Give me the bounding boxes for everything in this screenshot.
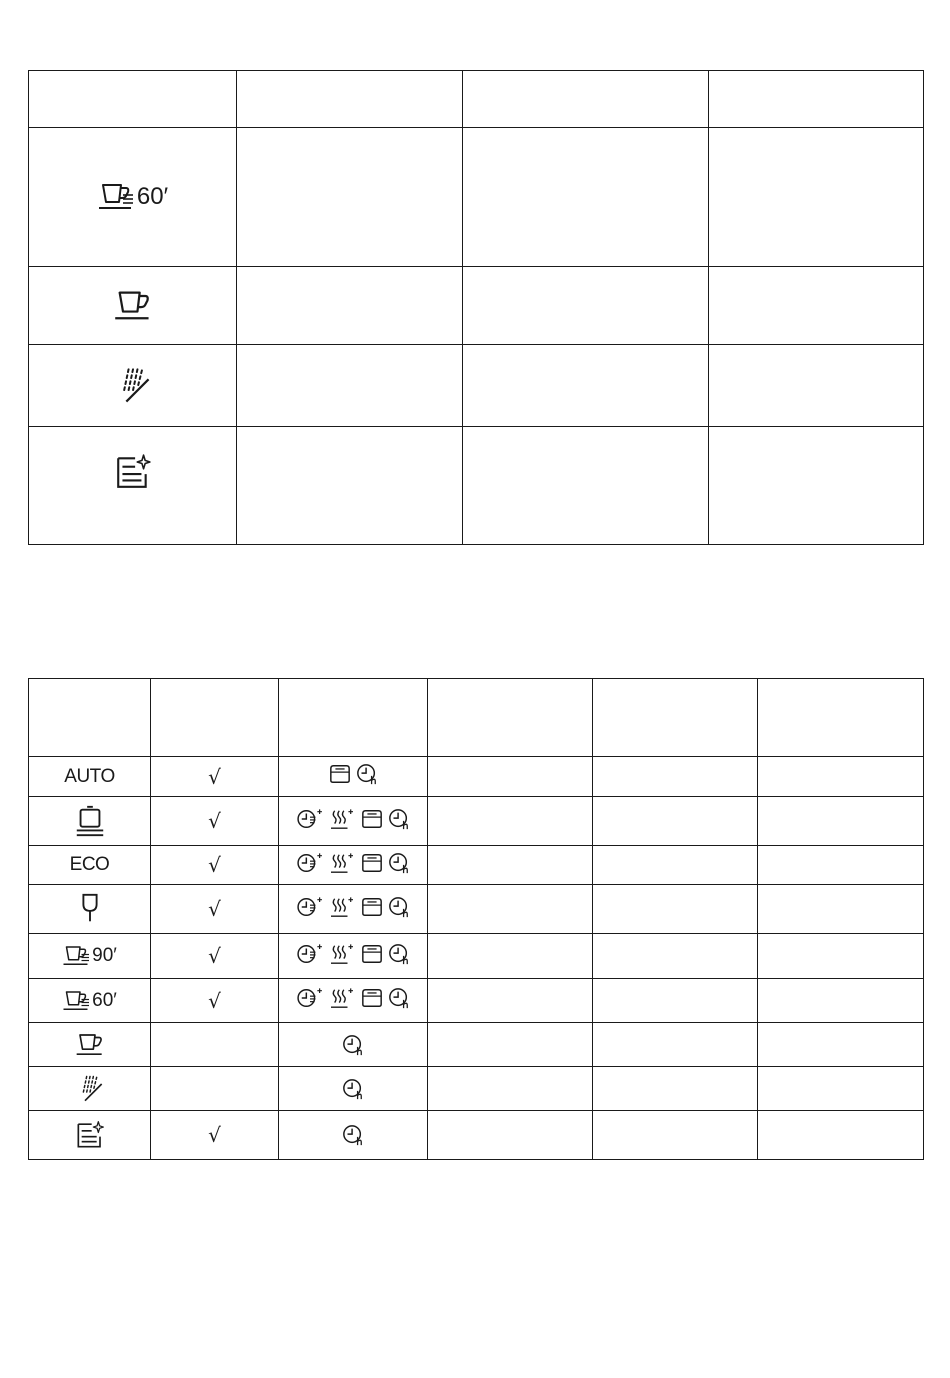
check-cell <box>151 979 279 1023</box>
program-cell <box>29 757 151 797</box>
table-cell <box>463 128 709 267</box>
table-row <box>29 1111 924 1160</box>
header-cell <box>237 71 463 128</box>
table-cell <box>237 427 463 545</box>
half-load-icon <box>328 763 352 785</box>
table-cell <box>758 885 924 934</box>
pot-icon <box>73 804 107 838</box>
delay-clock-icon <box>388 987 410 1009</box>
table-cell <box>463 267 709 345</box>
checkmark: √ <box>208 764 221 789</box>
extra-dry-icon <box>328 943 356 965</box>
delay-clock-icon <box>356 763 378 785</box>
check-cell <box>151 1067 279 1111</box>
table-cell <box>758 934 924 979</box>
rinse-spray-icon <box>113 366 153 406</box>
cup-icon <box>75 1032 105 1058</box>
table-cell <box>758 1111 924 1160</box>
program-duration-label: 60′ <box>92 989 117 1011</box>
table-row <box>29 757 924 797</box>
checkmark: √ <box>208 853 221 877</box>
table-cell <box>428 1067 593 1111</box>
header-cell <box>758 679 924 757</box>
table-row <box>29 797 924 846</box>
table-row <box>29 345 924 427</box>
program-cell <box>29 1067 151 1111</box>
quick-60-icon <box>97 183 169 210</box>
table-cell <box>428 1111 593 1160</box>
table-cell <box>709 427 924 545</box>
program-cell <box>29 267 237 345</box>
half-load-icon <box>360 896 384 918</box>
check-cell <box>151 797 279 846</box>
table-cell <box>237 128 463 267</box>
delay-clock-icon <box>388 896 410 918</box>
extra-time-icon <box>296 852 324 874</box>
checkmark: √ <box>208 897 221 921</box>
table-cell <box>428 885 593 934</box>
delay-clock-icon <box>388 852 410 874</box>
checkmark: √ <box>208 1123 221 1147</box>
table-cell <box>428 757 593 797</box>
table-cell <box>758 979 924 1023</box>
program-cell <box>29 885 151 934</box>
delay-clock-icon <box>342 1078 364 1100</box>
glass-icon <box>73 892 107 926</box>
options-cell <box>279 979 428 1023</box>
table-row <box>29 267 924 345</box>
table-cell <box>237 345 463 427</box>
checkmark: √ <box>208 988 221 1013</box>
program-cell <box>29 979 151 1023</box>
table-cell <box>709 267 924 345</box>
table-cell <box>709 128 924 267</box>
header-cell <box>29 679 151 757</box>
extra-dry-icon <box>328 808 356 830</box>
table-cell <box>463 345 709 427</box>
table-cell <box>428 846 593 885</box>
table-cell <box>709 345 924 427</box>
table-cell <box>428 979 593 1023</box>
check-cell <box>151 934 279 979</box>
machine-care-icon <box>75 1120 105 1150</box>
program-cell <box>29 1111 151 1160</box>
header-cell <box>279 679 428 757</box>
table-cell <box>758 846 924 885</box>
options-cell <box>279 797 428 846</box>
table-cell <box>593 757 758 797</box>
table-cell <box>593 1067 758 1111</box>
table-header-row <box>29 679 924 757</box>
check-cell <box>151 846 279 885</box>
table-row <box>29 885 924 934</box>
check-cell <box>151 885 279 934</box>
program-cell <box>29 1023 151 1067</box>
table-cell <box>593 797 758 846</box>
table-cell <box>758 797 924 846</box>
extra-time-icon <box>296 808 324 830</box>
options-cell <box>279 885 428 934</box>
table-cell <box>428 797 593 846</box>
options-cell <box>279 1067 428 1111</box>
program-cell <box>29 128 237 267</box>
header-cell <box>593 679 758 757</box>
table-cell <box>463 427 709 545</box>
header-cell <box>463 71 709 128</box>
table-row <box>29 128 924 267</box>
program-cell <box>29 934 151 979</box>
half-load-icon <box>360 943 384 965</box>
extra-dry-icon <box>328 896 356 918</box>
machine-care-icon <box>114 453 152 491</box>
cup-icon <box>113 289 153 323</box>
table-cell <box>593 846 758 885</box>
half-load-icon <box>360 852 384 874</box>
delay-clock-icon <box>388 808 410 830</box>
delay-clock-icon <box>342 1034 364 1056</box>
delay-clock-icon <box>388 943 410 965</box>
checkmark: √ <box>208 944 221 968</box>
table-cell <box>428 934 593 979</box>
rinse-spray-icon <box>75 1074 105 1104</box>
table-header-row <box>29 71 924 128</box>
check-cell <box>151 1111 279 1160</box>
half-load-icon <box>360 808 384 830</box>
table-cell <box>758 1023 924 1067</box>
table-row <box>29 934 924 979</box>
options-cell <box>279 757 428 797</box>
program-cell <box>29 846 151 885</box>
extra-time-icon <box>296 987 324 1009</box>
table-cell <box>593 1023 758 1067</box>
delay-clock-icon <box>342 1124 364 1146</box>
check-cell <box>151 1023 279 1067</box>
program-label: ECO <box>69 854 110 875</box>
header-cell <box>709 71 924 128</box>
options-cell <box>279 1111 428 1160</box>
table-cell <box>593 979 758 1023</box>
table-cell <box>593 934 758 979</box>
check-cell <box>151 757 279 797</box>
header-cell <box>428 679 593 757</box>
options-cell <box>279 846 428 885</box>
header-cell <box>29 71 237 128</box>
table-row <box>29 1023 924 1067</box>
table-cell <box>593 1111 758 1160</box>
quick-90-icon <box>62 947 117 964</box>
program-cell <box>29 797 151 846</box>
table-cell <box>237 267 463 345</box>
options-cell <box>279 934 428 979</box>
program-duration-label: 90′ <box>92 945 117 966</box>
table-row <box>29 427 924 545</box>
table-cell <box>428 1023 593 1067</box>
program-cell <box>29 345 237 427</box>
checkmark: √ <box>208 809 221 833</box>
program-options-table <box>28 678 924 1160</box>
quick-60-icon <box>62 989 117 1011</box>
program-cell <box>29 427 237 545</box>
table-cell <box>593 885 758 934</box>
extra-time-icon <box>296 943 324 965</box>
table-cell <box>758 757 924 797</box>
extra-dry-icon <box>328 987 356 1009</box>
table-row <box>29 846 924 885</box>
header-cell <box>151 679 279 757</box>
table-row <box>29 1067 924 1111</box>
table-row <box>29 979 924 1023</box>
half-load-icon <box>360 987 384 1009</box>
table-cell <box>758 1067 924 1111</box>
program-label: AUTO <box>64 765 115 787</box>
extra-time-icon <box>296 896 324 918</box>
program-duration-label: 60′ <box>136 183 169 210</box>
options-cell <box>279 1023 428 1067</box>
extra-dry-icon <box>328 852 356 874</box>
program-description-table <box>28 70 924 545</box>
